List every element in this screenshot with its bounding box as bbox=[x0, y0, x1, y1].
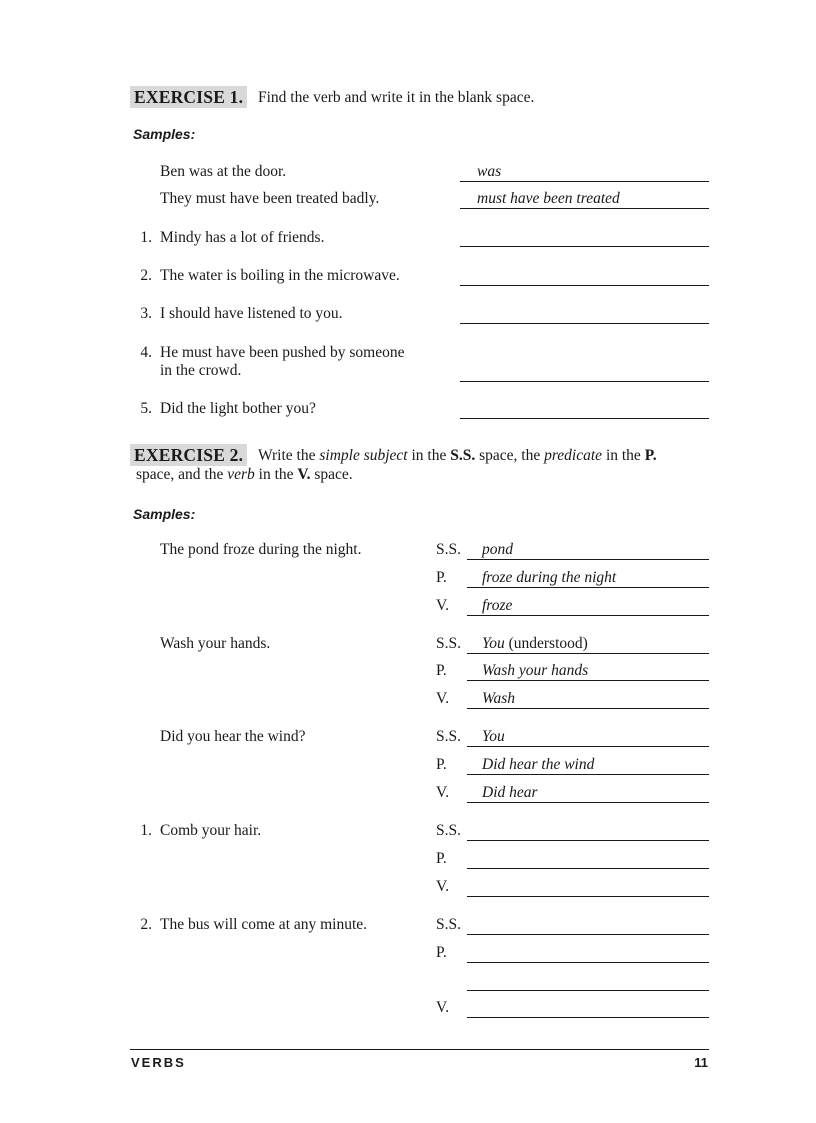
footer-section-title: VERBS bbox=[131, 1055, 186, 1070]
ex2-item-number: 2. bbox=[140, 916, 152, 933]
ex2-item-sentence: Comb your hair. bbox=[160, 822, 262, 839]
ex2-ss-label: S.S. bbox=[436, 541, 461, 558]
ex1-item-answer-blank[interactable] bbox=[460, 246, 709, 247]
ex2-sample-ss-answer: You bbox=[482, 728, 505, 745]
ex2-ss-label: S.S. bbox=[436, 916, 461, 933]
ex1-item-answer-blank[interactable] bbox=[460, 285, 709, 286]
ex1-item-number: 5. bbox=[140, 400, 152, 417]
ex2-ss-line bbox=[467, 653, 709, 654]
ex1-sample-answer-line bbox=[460, 181, 709, 182]
exercise-2-instruction-line-2: space, and the verb in the V. space. bbox=[136, 466, 353, 483]
ex2-sample-p-answer: Did hear the wind bbox=[482, 756, 595, 773]
ex2-sample-ss-answer: You (understood) bbox=[482, 635, 588, 652]
ex2-p-line bbox=[467, 774, 709, 775]
ex2-item-number: 1. bbox=[140, 822, 152, 839]
ex1-sample-sentence: They must have been treated badly. bbox=[160, 190, 380, 207]
ex2-sample-sentence: Did you hear the wind? bbox=[160, 728, 306, 745]
ex2-v-line bbox=[467, 615, 709, 616]
ex1-item-number: 1. bbox=[140, 229, 152, 246]
ex2-v-line bbox=[467, 802, 709, 803]
ex1-item-sentence: I should have listened to you. bbox=[160, 305, 343, 322]
ex2-sample-p-answer: froze during the night bbox=[482, 569, 617, 586]
ex2-v-label: V. bbox=[436, 690, 450, 707]
ex2-v-line bbox=[467, 708, 709, 709]
ex2-p-label: P. bbox=[436, 756, 447, 773]
ex1-item-answer-blank[interactable] bbox=[460, 323, 709, 324]
ex2-sample-ss-answer: pond bbox=[482, 541, 513, 558]
ex2-v-label: V. bbox=[436, 597, 450, 614]
ex2-p-line bbox=[467, 680, 709, 681]
exercise-2-heading: EXERCISE 2. bbox=[130, 444, 247, 466]
ex2-item-p-blank[interactable] bbox=[467, 868, 709, 869]
ex2-sample-sentence: Wash your hands. bbox=[160, 635, 271, 652]
ex2-ss-label: S.S. bbox=[436, 822, 461, 839]
ex2-sample-v-answer: Did hear bbox=[482, 784, 538, 801]
ex2-v-label: V. bbox=[436, 999, 450, 1016]
ex1-item-sentence: Mindy has a lot of friends. bbox=[160, 229, 325, 246]
exercise-1-heading: EXERCISE 1. bbox=[130, 86, 247, 108]
ex2-p-line bbox=[467, 587, 709, 588]
exercise-2-samples-label: Samples: bbox=[133, 506, 196, 522]
ex2-p-label: P. bbox=[436, 662, 447, 679]
ex2-sample-p-answer: Wash your hands bbox=[482, 662, 589, 679]
ex2-p-label: P. bbox=[436, 850, 447, 867]
ex1-item-sentence: He must have been pushed by someone bbox=[160, 344, 405, 361]
ex2-item-p-blank[interactable] bbox=[467, 962, 709, 963]
ex1-item-number: 3. bbox=[140, 305, 152, 322]
exercise-1-samples-label: Samples: bbox=[133, 126, 196, 142]
ex1-item-answer-blank[interactable] bbox=[460, 418, 709, 419]
footer-rule bbox=[130, 1049, 709, 1050]
ex2-ss-line bbox=[467, 746, 709, 747]
ex2-ss-label: S.S. bbox=[436, 728, 461, 745]
ex2-item-sentence: The bus will come at any minute. bbox=[160, 916, 368, 933]
ex2-ss-line bbox=[467, 559, 709, 560]
ex2-sample-v-answer: froze bbox=[482, 597, 513, 614]
ex1-item-sentence: Did the light bother you? bbox=[160, 400, 316, 417]
exercise-2-instruction-line-1: Write the simple subject in the S.S. space, the predicate in the P. bbox=[258, 447, 657, 464]
ex1-sample-answer: was bbox=[477, 163, 502, 180]
ex1-item-sentence: The water is boiling in the microwave. bbox=[160, 267, 400, 284]
ex2-item-ss-blank[interactable] bbox=[467, 840, 709, 841]
ex2-p-label: P. bbox=[436, 944, 447, 961]
ex2-p-label: P. bbox=[436, 569, 447, 586]
ex1-sample-sentence: Ben was at the door. bbox=[160, 163, 287, 180]
ex1-sample-answer: must have been treated bbox=[477, 190, 620, 207]
ex1-item-answer-blank[interactable] bbox=[460, 381, 709, 382]
ex2-ss-label: S.S. bbox=[436, 635, 461, 652]
ex1-item-number: 2. bbox=[140, 267, 152, 284]
ex2-v-label: V. bbox=[436, 784, 450, 801]
ex1-sample-answer-line bbox=[460, 208, 709, 209]
ex2-item-p-blank-continued[interactable] bbox=[467, 990, 709, 991]
footer-page-number: 11 bbox=[694, 1055, 708, 1070]
ex1-item-sentence-continued: in the crowd. bbox=[160, 362, 242, 379]
ex1-item-number: 4. bbox=[140, 344, 152, 361]
ex2-item-v-blank[interactable] bbox=[467, 1017, 709, 1018]
ex2-item-ss-blank[interactable] bbox=[467, 934, 709, 935]
ex2-sample-sentence: The pond froze during the night. bbox=[160, 541, 362, 558]
ex2-v-label: V. bbox=[436, 878, 450, 895]
ex2-item-v-blank[interactable] bbox=[467, 896, 709, 897]
exercise-1-instruction: Find the verb and write it in the blank space. bbox=[258, 89, 535, 106]
ex2-sample-v-answer: Wash bbox=[482, 690, 516, 707]
